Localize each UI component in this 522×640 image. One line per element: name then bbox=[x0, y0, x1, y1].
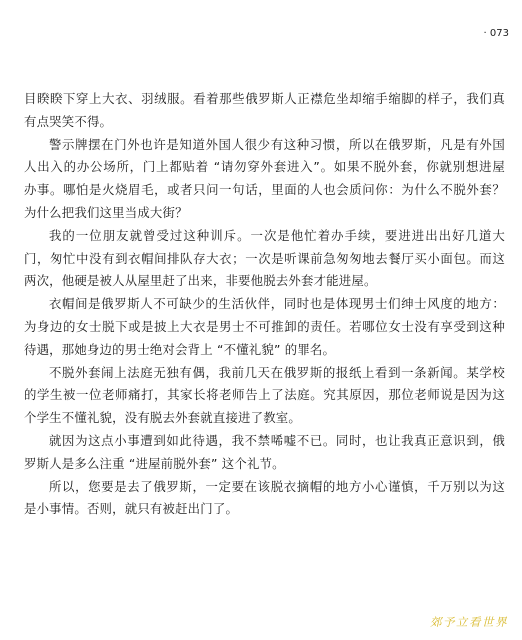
text-line: 目睽睽下穿上大衣、羽绒服。看着那些俄罗斯人正襟危坐却缩手缩脚的样子，我们真 bbox=[24, 91, 505, 106]
text-line: 人出入的办公场所，门上都贴着 “请勿穿外套进入”。如果不脱外套，你就别想进屋 bbox=[24, 159, 505, 175]
text-line: 办事。哪怕是火烧眉毛，或者只问一句话，里面的人也会质问你：为什么不脱外套？ bbox=[24, 182, 505, 198]
text-line: 不脱外套闹上法庭无独有偶，我前几天在俄罗斯的报纸上看到一条新闻。某学校 bbox=[49, 364, 505, 380]
text-line: 为什么把我们这里当成大街？ bbox=[24, 204, 188, 220]
text-line: 有点哭笑不得。 bbox=[24, 113, 113, 129]
text-line: 个学生不懂礼貌，没有脱去外套就直接进了教室。 bbox=[24, 410, 301, 426]
text-line: 两次，他硬是被人从屋里赶了出来，非要他脱去外套才能进屋。 bbox=[24, 273, 377, 289]
text-line: 待遇，那她身边的男士绝对会背上 “不懂礼貌” 的罪名。 bbox=[24, 341, 336, 357]
text-line: 警示牌摆在门外也许是知道外国人很少有这种习惯，所以在俄罗斯，凡是有外国 bbox=[49, 136, 505, 152]
body-text bbox=[24, 88, 505, 521]
watermark: 郊予立看世界 bbox=[430, 615, 508, 629]
text-line: 是小事情。否则，就只有被赶出门了。 bbox=[24, 501, 239, 517]
text-line: 就因为这点小事遭到如此待遇，我不禁唏嘘不已。同时，也让我真正意识到，俄 bbox=[49, 432, 505, 448]
text-line: 所以，您要是去了俄罗斯，一定要在该脱衣摘帽的地方小心谨慎，千万别以为这 bbox=[49, 478, 505, 494]
text-line: 为身边的女士脱下或是披上大衣是男士不可推卸的责任。若哪位女士没有享受到这种 bbox=[24, 318, 505, 334]
page-number: · 073 bbox=[483, 28, 509, 39]
text-line: 的学生被一位老师痛打，其家长将老师告上了法庭。究其原因，那位老师说是因为这 bbox=[24, 387, 505, 403]
text-line: 我的一位朋友就曾受过这种训斥。一次是他忙着办手续，要进进出出好几道大 bbox=[49, 227, 505, 243]
text-line: 罗斯人是多么注重 “进屋前脱外套” 这个礼节。 bbox=[24, 455, 285, 471]
text-line: 衣帽间是俄罗斯人不可缺少的生活伙伴，同时也是体现男士们绅士风度的地方： bbox=[49, 296, 505, 312]
text-line: 门，匆忙中没有到衣帽间排队存大衣；一次是听课前急匆匆地去餐厅买小面包。而这 bbox=[24, 250, 505, 266]
